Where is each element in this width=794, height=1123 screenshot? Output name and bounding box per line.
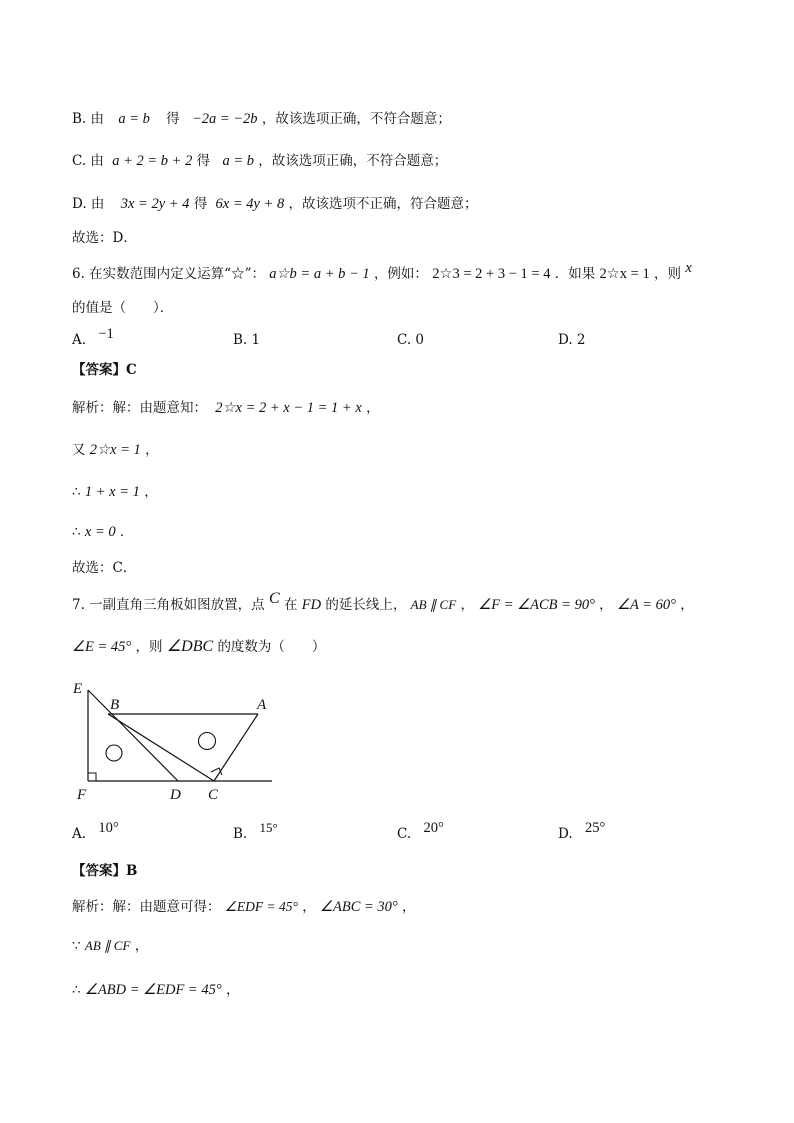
text: ， [402,899,416,915]
q7-option-a [72,820,119,843]
q7-stem-line2 [72,637,325,657]
label-b: B [110,697,120,713]
q6-stem-line2: 的值是（ ）． [72,300,174,316]
text: 得 [196,153,211,169]
therefore-symbol: ∴ [72,484,81,500]
text: ， [302,899,316,915]
formula: a☆b = a + b − 1 [269,266,370,282]
text: 的度数为（ ） [217,639,326,655]
formula: AB ∥ CF [410,597,457,612]
option-value: 25° [584,820,606,836]
formula: ∠EDF = 45° [224,899,298,914]
option-label: D. [558,826,573,842]
option-value: 10° [98,820,119,836]
text: 在 [283,597,298,613]
formula: a + 2 = b + 2 [112,153,193,169]
q7-answer: 【答案】B [72,863,138,879]
hole-circle-left [106,745,122,761]
text: ， [680,597,694,613]
solution-line-d [72,194,478,214]
hole-circle-right [199,733,216,750]
label-c: C [208,787,219,803]
q7-stem [72,590,694,615]
text: ，例如： [373,266,428,282]
text: ，故该选项正确，不符合题意； [261,111,451,127]
q6-solution-line2 [72,440,159,460]
option-label: A. [72,332,87,348]
option-value: 20° [423,820,444,836]
label-a: A [257,697,267,713]
formula: C [268,590,280,607]
formula: x = 0 [84,524,116,540]
q6-option-b: B. 1 [233,332,261,348]
formula: −2a = −2b [191,111,258,127]
solution-line-c [72,151,447,171]
therefore-symbol: ∴ [72,524,81,540]
formula: ∠DBC [166,638,214,655]
text: 的延长线上， [325,597,407,613]
because-symbol: ∵ [72,938,81,954]
formula: 3x = 2y + 4 [120,196,190,212]
line-prefix: C. 由 [72,153,104,169]
label-f: F [77,787,87,803]
formula: AB ∥ CF [84,938,131,953]
text: 得 [166,111,180,127]
formula: 2☆x = 1 [599,266,650,282]
formula: 2☆3 = 2 + 3 − 1 = 4 [432,266,551,282]
formula: ∠E = 45° [72,639,132,655]
text: ， [145,442,159,458]
q7-option-b [233,820,278,842]
q6-solution-line3 [72,482,158,502]
option-label: B. [233,826,248,842]
text: 解析：解：由题意知： [72,400,207,416]
formula: a = b [222,153,254,169]
q6-solution-line1 [72,398,380,418]
therefore-symbol: ∴ [72,982,81,998]
line-prefix: D. 由 [72,196,105,212]
q6-choice: 故选：C． [72,560,137,576]
q6-option-c: C. 0 [397,332,425,348]
text: 又 [72,442,86,458]
formula: ∠ABC = 30° [320,899,398,915]
q6-answer: 【答案】C [72,362,137,378]
text: ． [119,524,134,540]
formula: ∠ABD = ∠EDF = 45° [84,982,222,998]
text: ， [599,597,613,613]
line-ed [88,690,178,781]
q7-solution-line1 [72,897,416,917]
text: ， [144,484,158,500]
triangle-figure [70,675,290,805]
option-label: A. [72,826,87,842]
text: ，则 [135,639,163,655]
text: 7. 一副直角三角板如图放置，点 [72,597,265,613]
right-angle-f [88,773,96,781]
solution-line-b [72,109,451,129]
label-d: D [170,787,181,803]
formula: 1 + x = 1 [84,484,140,500]
q6-solution-line4 [72,522,133,542]
option-value: −1 [98,326,114,342]
q7-solution-line3 [72,980,239,1000]
text: ， [366,400,380,416]
formula: FD [301,597,322,613]
text: ，故该选项正确，不符合题意； [258,153,448,169]
q7-solution-line2 [72,936,148,956]
formula: ∠A = 60° [616,597,676,613]
text: 得 [193,196,208,212]
choice-line: 故选：D． [72,230,137,246]
formula: 6x = 4y + 8 [215,196,285,212]
text: ，故该选项不正确，符合题意； [288,196,478,212]
formula: a = b [118,111,150,127]
option-value: 15° [259,820,278,835]
text: 解析：解：由题意可得： [72,899,221,915]
text: ，则 [654,266,682,282]
label-e: E [73,681,83,697]
formula: 2☆x = 2 + x − 1 = 1 + x [215,400,362,416]
formula: ∠F = ∠ACB = 90° [478,597,595,613]
q6-option-a [72,326,114,349]
line-prefix: B. 由 [72,111,105,127]
q7-option-d [558,820,606,843]
text: ， [460,597,474,613]
text: 6. 在实数范围内定义运算“☆”： [72,266,265,282]
right-angle-c [211,768,222,775]
text: ， [225,982,240,998]
text: ．如果 [554,266,596,282]
formula: 2☆x = 1 [89,442,141,458]
q6-option-d: D. 2 [558,332,586,348]
q6-stem [72,260,692,284]
line-bc [108,714,214,781]
text: ， [134,938,149,954]
formula: x [685,260,692,276]
q7-option-c [397,820,444,843]
option-label: C. [397,826,412,842]
